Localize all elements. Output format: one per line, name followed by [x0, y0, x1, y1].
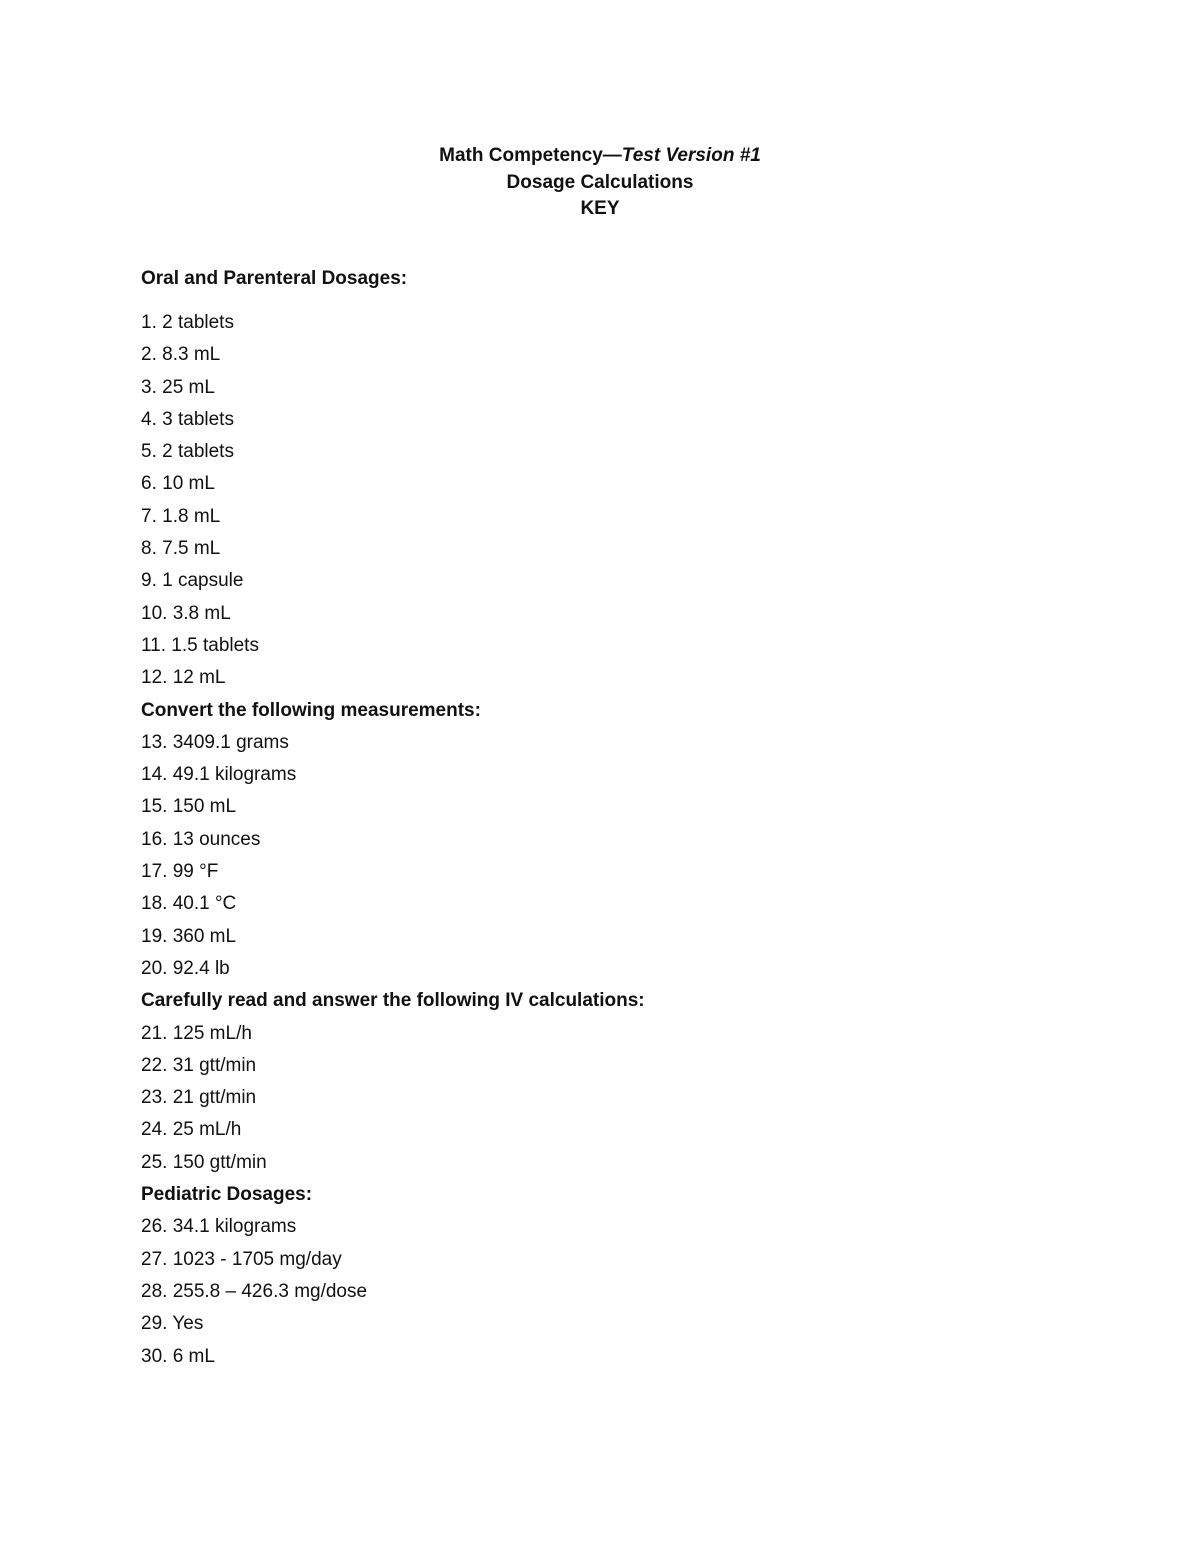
answer-item: 3. 25 mL [141, 376, 215, 398]
title-block [0, 143, 1200, 223]
section-heading: Oral and Parenteral Dosages: [141, 268, 408, 289]
answer-item: 28. 255.8 – 426.3 mg/dose [141, 1280, 368, 1302]
page-title [0, 143, 1200, 170]
answer-item: 10. 3.8 mL [141, 602, 231, 624]
answer-item: 26. 34.1 kilograms [141, 1216, 297, 1238]
answer-item: 5. 2 tablets [141, 441, 234, 463]
section-pediatric [141, 1179, 1041, 1373]
answer-item: 8. 7.5 mL [141, 538, 221, 560]
key-label: KEY [580, 198, 620, 219]
section-heading: Convert the following measurements: [141, 699, 481, 721]
title-version: Test Version #1 [621, 145, 761, 166]
answer-item: 21. 125 mL/h [141, 1022, 252, 1044]
answer-item: 23. 21 gtt/min [141, 1087, 257, 1109]
answer-item: 27. 1023 - 1705 mg/day [141, 1248, 342, 1270]
answer-item: 30. 6 mL [141, 1345, 215, 1367]
section-heading: Carefully read and answer the following IV calculations: [141, 990, 645, 1012]
answer-item: 4. 3 tablets [141, 408, 234, 430]
answer-item: 19. 360 mL [141, 925, 237, 947]
answer-item: 1. 2 tablets [141, 312, 234, 333]
answer-item: 9. 1 capsule [141, 570, 244, 592]
answer-item: 13. 3409.1 grams [141, 731, 289, 753]
page-subtitle: Dosage Calculations [506, 171, 694, 193]
answer-item: 17. 99 °F [141, 861, 219, 883]
answer-item: 24. 25 mL/h [141, 1119, 242, 1141]
answer-item: 22. 31 gtt/min [141, 1054, 257, 1076]
answer-item: 14. 49.1 kilograms [141, 764, 297, 786]
title-dash: — [602, 145, 622, 166]
section-conversions [141, 695, 1041, 986]
title-main: Math Competency [439, 145, 603, 166]
answer-item: 2. 8.3 mL [141, 344, 221, 366]
answer-item: 16. 13 ounces [141, 828, 261, 850]
section-heading: Pediatric Dosages: [141, 1184, 313, 1206]
section-oral-parenteral [141, 265, 1041, 695]
answer-item: 25. 150 gtt/min [141, 1151, 267, 1173]
answer-key [141, 265, 1041, 1373]
answer-item: 18. 40.1 °C [141, 893, 237, 915]
answer-item: 20. 92.4 lb [141, 957, 230, 979]
answer-item: 12. 12 mL [141, 667, 226, 689]
answer-item: 6. 10 mL [141, 473, 215, 495]
section-iv-calculations [141, 985, 1041, 1179]
answer-item: 15. 150 mL [141, 796, 237, 818]
answer-item: 29. Yes [141, 1313, 204, 1335]
answer-item: 7. 1.8 mL [141, 505, 221, 527]
answer-item: 11. 1.5 tablets [141, 634, 259, 656]
